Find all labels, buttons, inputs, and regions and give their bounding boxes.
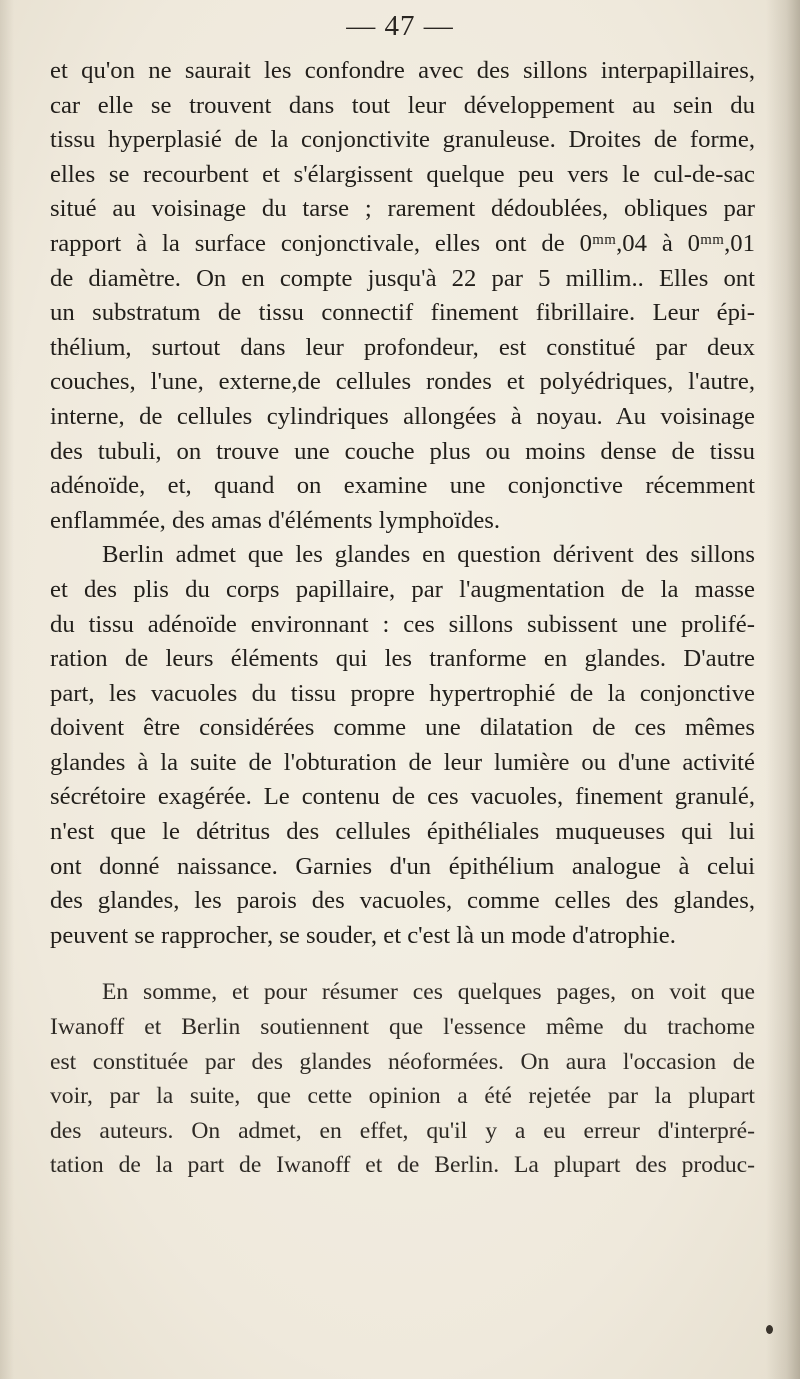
text-line: En somme, et pour résumer ces quelques pages, on voit que	[102, 979, 755, 1006]
text-line: est constituée par des glandes néoformées. On aura l'occasion de	[50, 1048, 755, 1075]
text-line: de diamètre. On en compte jusqu'à 22 par 5 millim.. Elles ont	[50, 264, 755, 292]
text-line: des tubuli, on trouve une couche plus ou moins dense de tissu	[50, 437, 755, 465]
text-line: elles se recourbent et s'élargissent quelque peu vers le cul-de-sac	[50, 160, 755, 188]
text-line: adénoïde, et, quand on examine une conjonctive récemment	[50, 472, 755, 500]
text-line: rapport à la surface conjonctivale, elles ont de 0ᵐᵐ,04 à 0ᵐᵐ,01	[50, 229, 755, 257]
body-text	[50, 54, 755, 1183]
page-edge-shadow	[766, 0, 800, 1379]
text-line: doivent être considérées comme une dilatation de ces mêmes	[50, 714, 755, 742]
text-line: Berlin admet que les glandes en question dérivent des sillons	[102, 541, 755, 569]
text-line: ration de leurs éléments qui les tranforme en glandes. D'autre	[50, 645, 755, 673]
text-line: glandes à la suite de l'obturation de leur lumière ou d'une activité	[50, 748, 755, 776]
text-line: situé au voisinage du tarse ; rarement dédoublées, obliques par	[50, 195, 755, 223]
text-line: part, les vacuoles du tissu propre hypertrophié de la conjonctive	[50, 679, 755, 707]
text-line: peuvent se rapprocher, se souder, et c'est là un mode d'atrophie.	[50, 921, 676, 949]
text-line: des glandes, les parois des vacuoles, comme celles des glandes,	[50, 887, 755, 915]
paragraph-3	[50, 975, 755, 1183]
text-line: Iwanoff et Berlin soutiennent que l'essence même du trachome	[50, 1014, 755, 1041]
text-line: tissu hyperplasié de la conjonctivite granuleuse. Droites de forme,	[50, 126, 755, 154]
text-line: un substratum de tissu connectif finement fibrillaire. Leur épi-	[50, 299, 755, 327]
text-line: des auteurs. On admet, en effet, qu'il y a eu erreur d'interpré-	[50, 1117, 755, 1144]
paragraph-2	[50, 538, 755, 953]
ink-dot	[766, 1325, 773, 1334]
binding-shadow	[0, 0, 14, 1379]
text-line: thélium, surtout dans leur profondeur, est constitué par deux	[50, 333, 755, 361]
text-line: tation de la part de Iwanoff et de Berlin. La plupart des produc-	[50, 1152, 755, 1179]
text-line: couches, l'une, externe,de cellules rondes et polyédriques, l'autre,	[50, 368, 755, 396]
paragraph-1	[50, 54, 755, 538]
text-line: car elle se trouvent dans tout leur développement au sein du	[50, 91, 755, 119]
text-line: et qu'on ne saurait les confondre avec des sillons interpapillaires,	[50, 57, 755, 84]
paragraph-spacer	[50, 953, 755, 975]
text-line: et des plis du corps papillaire, par l'augmentation de la masse	[50, 575, 755, 603]
text-line: interne, de cellules cylindriques allongées à noyau. Au voisinage	[50, 402, 755, 430]
text-line: voir, par la suite, que cette opinion a été rejetée par la plupart	[50, 1083, 755, 1110]
text-line: du tissu adénoïde environnant : ces sillons subissent une prolifé-	[50, 610, 755, 638]
text-line: n'est que le détritus des cellules épithéliales muqueuses qui lui	[50, 818, 755, 846]
text-line: enflammée, des amas d'éléments lymphoïdes.	[50, 506, 501, 534]
text-line: sécrétoire exagérée. Le contenu de ces vacuoles, finement granulé,	[50, 783, 755, 811]
text-line: ont donné naissance. Garnies d'un épithélium analogue à celui	[50, 852, 755, 880]
page-number: — 47 —	[346, 10, 454, 42]
